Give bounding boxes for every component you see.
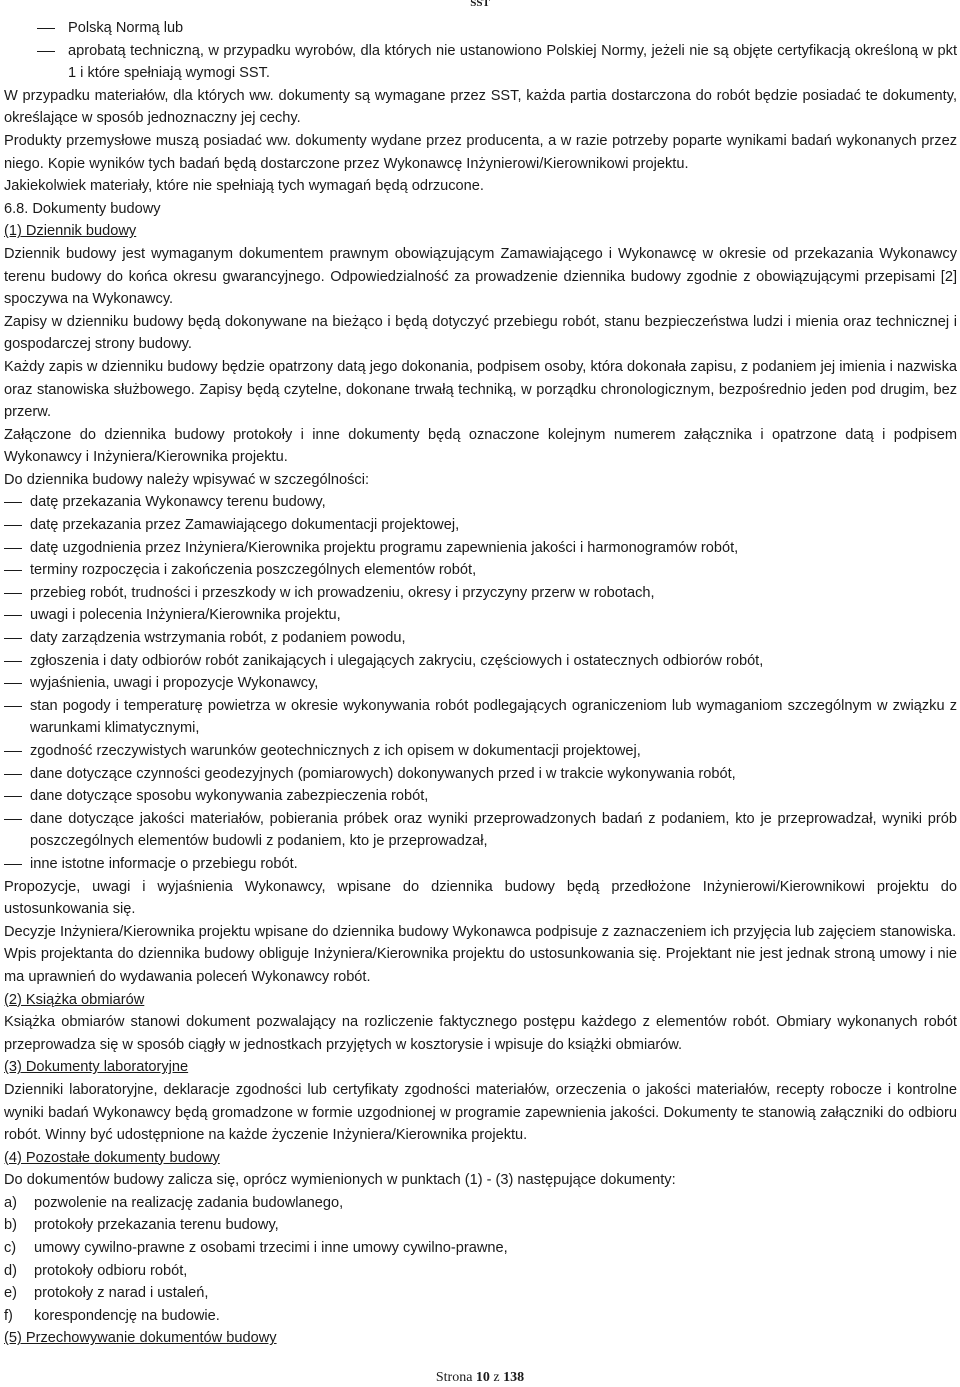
letter-text: protokoły z narad i ustaleń, — [34, 1285, 209, 1302]
dash-item: inne istotne informacje o przebiegu robót. — [4, 853, 957, 876]
letter-label: c) — [4, 1240, 17, 1257]
dash-item: uwagi i polecenia Inżyniera/Kierownika projektu, — [4, 604, 957, 627]
subsection-heading: (4) Pozostałe dokumenty budowy — [4, 1149, 220, 1166]
letter-text: pozwolenie na realizację zadania budowlanego, — [34, 1194, 344, 1211]
footer-page-number: 10 — [475, 1370, 490, 1385]
paragraph: Decyzje Inżyniera/Kierownika projektu wpisane do dziennika budowy Wykonawca podpisuje z zaznaczeniem ich przyjęcia lub zajęciem stanowiska. — [4, 923, 957, 940]
dash-item: wyjaśnienia, uwagi i propozycje Wykonawcy, — [4, 672, 957, 695]
letter-item — [4, 1282, 957, 1305]
page-footer — [0, 1369, 960, 1387]
paragraph: W przypadku materiałów, dla których ww. dokumenty są wymagane przez SST, każda partia dostarczona do robót będzie posiadać te dokumenty, określające w sposób jednoznaczny jej cechy. — [4, 87, 957, 127]
dash-item: zgłoszenia i daty odbiorów robót zanikających i ulegających zakryciu, częściowych i ostatecznych odbiorów robót, — [4, 650, 957, 673]
dash-item: datę uzgodnienia przez Inżyniera/Kierownika projektu programu zapewnienia jakości i harmonogramów robót, — [4, 537, 957, 560]
page-header: SST — [470, 0, 490, 9]
letter-item — [4, 1192, 957, 1215]
subsection-heading: (2) Książka obmiarów — [4, 991, 145, 1008]
dash-item: datę przekazania Wykonawcy terenu budowy, — [4, 491, 957, 514]
section-heading: 6.8. Dokumenty budowy — [4, 200, 161, 217]
footer-page-label: Strona — [435, 1370, 473, 1385]
dash-item: dane dotyczące sposobu wykonywania zabezpieczenia robót, — [4, 785, 957, 808]
dash-item: terminy rozpoczęcia i zakończenia poszczególnych elementów robót, — [4, 559, 957, 582]
letter-label: a) — [4, 1194, 17, 1211]
subsection-heading: (1) Dziennik budowy — [4, 223, 137, 240]
letter-text: protokoły odbioru robót, — [34, 1262, 188, 1279]
paragraph: Dziennik budowy jest wymaganym dokumentem prawnym obowiązującym Zamawiającego i Wykonawcę w okresie od przekazania Wykonawcy terenu budowy do końca okresu gwarancyjnego. Odpowiedzialność za prowadzenie dziennika budowy zgodnie z obowiązującymi przepisami [2] spoczywa na Wykonawcy. — [4, 245, 957, 308]
dash-item: stan pogody i temperaturę powietrza w okresie wykonywania robót podlegających ograniczeniom lub wymaganiom szczególnym w związku z warunkami klimatycznymi, — [4, 695, 957, 740]
letter-text: umowy cywilno-prawne z osobami trzecimi i inne umowy cywilno-prawne, — [34, 1240, 508, 1257]
dash-item: datę przekazania przez Zamawiającego dokumentacji projektowej, — [4, 514, 957, 537]
dash-item: daty zarządzenia wstrzymania robót, z podaniem powodu, — [4, 627, 957, 650]
letter-label: e) — [4, 1285, 17, 1302]
letter-label: f) — [4, 1307, 13, 1324]
letter-item — [4, 1237, 957, 1260]
paragraph: Dzienniki laboratoryjne, deklaracje zgodności lub certyfikaty zgodności materiałów, orzeczenia o jakości materiałów, recepty robocze i kontrolne wyniki badań Wykonawcy będą gromadzone w formie uzgodnionej w programie zapewnienia jakości. Dokumenty te stanowią załączniki do odbioru robót. Winny być udostępnione na każde życzenie Inżyniera/Kierownika projektu. — [4, 1081, 957, 1144]
paragraph: Do dokumentów budowy zalicza się, oprócz wymienionych w punktach (1) - (3) następujące dokumenty: — [4, 1172, 676, 1189]
paragraph: Jakiekolwiek materiały, które nie spełniają tych wymagań będą odrzucone. — [4, 178, 484, 195]
footer-total-pages: 138 — [503, 1370, 525, 1385]
dash-item: Polską Normą lub — [4, 17, 957, 40]
letter-label: d) — [4, 1262, 17, 1279]
paragraph: Załączone do dziennika budowy protokoły i inne dokumenty będą oznaczone kolejnym numerem załącznika i opatrzone datą i podpisem Wykonawcy i Inżyniera/Kierownika projektu. — [4, 426, 957, 466]
paragraph: Zapisy w dzienniku budowy będą dokonywane na bieżąco i będą dotyczyć przebiegu robót, stanu bezpieczeństwa ludzi i mienia oraz technicznej i gospodarczej strony budowy. — [4, 313, 957, 353]
paragraph: Produkty przemysłowe muszą posiadać ww. dokumenty wydane przez producenta, a w razie potrzeby poparte wynikami badań wykonanych przez niego. Kopie wyników tych badań będą dostarczone przez Wykonawcę Inżynierowi/Kierownikowi projektu. — [4, 132, 957, 172]
letter-label: b) — [4, 1217, 17, 1234]
letter-text: protokoły przekazania terenu budowy, — [34, 1217, 279, 1234]
paragraph: Książka obmiarów stanowi dokument pozwalający na rozliczenie faktycznego postępu każdego z elementów robót. Obmiary wykonanych robót przeprowadza się w sposób ciągły w jednostkach przyjętych w kosztorysie i wpisuje do książki obmiarów. — [4, 1014, 957, 1053]
paragraph: Propozycje, uwagi i wyjaśnienia Wykonawcy, wpisane do dziennika budowy będą przedłożone Inżynierowi/Kierownikowi projektu do ustosunkowania się. — [4, 878, 957, 918]
page-content — [4, 17, 957, 1350]
dash-item: dane dotyczące czynności geodezyjnych (pomiarowych) dokonywanych przed i w trakcie wykonywania robót, — [4, 763, 957, 786]
dash-item: przebieg robót, trudności i przeszkody w ich prowadzeniu, okresy i przyczyny przerw w robotach, — [4, 582, 957, 605]
paragraph: Do dziennika budowy należy wpisywać w szczególności: — [4, 471, 370, 488]
letter-item — [4, 1305, 957, 1328]
dash-item: dane dotyczące jakości materiałów, pobierania próbek oraz wyniki przeprowadzonych badań z podaniem, kto je przeprowadzał, wyniki prób poszczególnych elementów budowli z podaniem, kto je przeprowadzał, — [4, 808, 957, 853]
footer-of-label: z — [493, 1370, 500, 1385]
letter-text: korespondencję na budowie. — [34, 1307, 220, 1324]
paragraph: Każdy zapis w dzienniku budowy będzie opatrzony datą jego dokonania, podpisem osoby, która dokonała zapisu, z podaniem jej imienia i nazwiska oraz stanowiska służbowego. Zapisy będą czytelne, dokonane trwałą techniką, w porządku chronologicznym, bezpośrednio jeden pod drugim, bez przerw. — [4, 358, 957, 421]
letter-item — [4, 1214, 957, 1237]
paragraph: Wpis projektanta do dziennika budowy obliguje Inżyniera/Kierownika projektu do ustosunkowania się. Projektant nie jest jednak stroną umowy i nie ma uprawnień do wydawania poleceń Wykonawcy robót. — [4, 946, 957, 985]
subsection-heading: (5) Przechowywanie dokumentów budowy — [4, 1330, 277, 1347]
letter-item — [4, 1260, 957, 1283]
subsection-heading: (3) Dokumenty laboratoryjne — [4, 1059, 189, 1076]
dash-item: zgodność rzeczywistych warunków geotechnicznych z ich opisem w dokumentacji projektowej, — [4, 740, 957, 763]
dash-item: aprobatą techniczną, w przypadku wyrobów, dla których nie ustanowiono Polskiej Normy, jeżeli nie są objęte certyfikacją określoną w pkt 1 i które spełniają wymogi SST. — [4, 40, 957, 85]
